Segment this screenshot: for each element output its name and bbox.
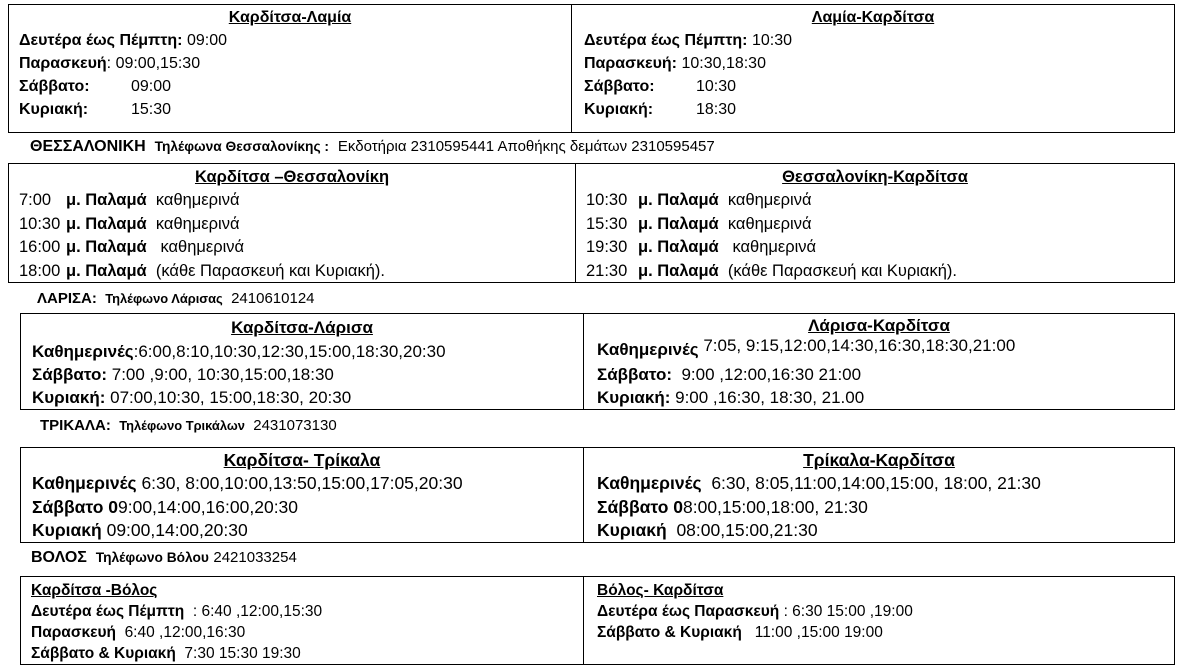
schedule-row (31, 643, 573, 664)
day-label: Καθημερινές (32, 473, 137, 493)
phone-label: Τηλέφωνο Λάρισας (105, 291, 223, 306)
departure-time: 15:30 (586, 214, 628, 233)
phone-label: Τηλέφωνο Τρικάλων (119, 418, 245, 433)
departure-time: 16:00 (19, 238, 61, 256)
larisa-karditsa-column (583, 314, 1174, 409)
phone-label: Τηλέφωνα Θεσσαλονίκης : (154, 139, 330, 154)
schedule-row (584, 52, 1162, 75)
schedule-row (19, 98, 561, 121)
times: 09:00 (186, 32, 227, 49)
thessaloniki-schedule-box (8, 163, 1175, 283)
times: 8:00,15:00,18:00, 21:30 (683, 496, 868, 517)
times: 10:30,18:30 (681, 55, 766, 72)
times: 7:00 ,9:00, 10:30,15:00,18:30 (111, 365, 334, 384)
day-label: Σάββατο: (19, 78, 90, 95)
departure-time: 10:30 (19, 214, 61, 233)
schedule-row (32, 363, 572, 386)
schedule-row (19, 75, 561, 98)
day-label: Σάββατο 0 (32, 496, 118, 517)
via-label: μ. Παλαμά (638, 238, 719, 256)
trikala-karditsa-title: Τρίκαλα-Καρδίτσα (803, 450, 955, 470)
schedule-row (19, 189, 565, 213)
day-label: Δευτέρα έως Πέμπτη (31, 603, 185, 620)
day-label: Κυριακή (597, 520, 667, 540)
departure-time: 19:30 (586, 238, 628, 256)
frequency: καθημερινά (727, 191, 812, 209)
schedule-row (32, 496, 572, 520)
day-label: Σάββατο & Κυριακή (31, 645, 176, 662)
schedule-row (584, 98, 1162, 121)
times: 9:00 ,12:00,16:30 21:00 (681, 365, 862, 384)
times: : 6:40 ,12:00,15:30 (192, 603, 323, 620)
times: 10:30 (751, 32, 792, 49)
times: 11:00 ,15:00 19:00 (754, 624, 883, 641)
times: 18:30 (696, 101, 737, 118)
day-label: Καθημερινές (597, 473, 702, 493)
karditsa-thessaloniki-column (9, 164, 575, 282)
schedule-row (32, 340, 572, 363)
karditsa-volos-title: Καρδίτσα -Βόλος (31, 582, 158, 599)
schedule-row (597, 496, 1161, 520)
trikala-header (40, 417, 337, 434)
day-label: Παρασκευή: (584, 55, 677, 72)
karditsa-volos-column (21, 577, 583, 664)
phone-number: 2421033254 (213, 549, 297, 566)
schedule-row (586, 236, 1164, 260)
times: :6:00,8:10,10:30,12:30,15:00,18:30,20:30 (133, 342, 446, 361)
schedule-row (32, 519, 572, 543)
schedule-row (31, 601, 573, 622)
larisa-header (37, 290, 315, 307)
phone-label: Τηλέφωνο Βόλου (95, 550, 209, 565)
day-label: Κυριακή: (19, 101, 89, 118)
schedule-row (32, 386, 572, 409)
city-name: ΘΕΣΣΑΛΟΝΙΚΗ (30, 138, 146, 155)
schedule-row (586, 189, 1164, 213)
schedule-row (31, 622, 573, 643)
lamia-schedule-box (8, 4, 1175, 133)
via-label: μ. Παλαμά (638, 261, 719, 280)
schedule-row (19, 236, 565, 260)
schedule-row (597, 519, 1161, 543)
larisa-karditsa-title: Λάρισα-Καρδίτσα (808, 316, 950, 335)
schedule-row (32, 472, 572, 496)
via-label: μ. Παλαμά (66, 191, 147, 209)
frequency: καθημερινά (155, 214, 240, 233)
via-label: μ. Παλαμά (638, 191, 719, 209)
day-label: Δευτέρα έως Παρασκευή (597, 603, 780, 620)
schedule-row (19, 29, 561, 52)
frequency: (κάθε Παρασκευή και Κυριακή). (727, 261, 957, 280)
schedule-row (597, 601, 1161, 622)
lamia-karditsa-column (571, 5, 1174, 132)
times: : 09:00,15:30 (106, 55, 201, 72)
schedule-row (586, 213, 1164, 237)
trikala-schedule-box (20, 447, 1175, 543)
schedule-row (597, 337, 1161, 363)
via-label: μ. Παλαμά (638, 214, 719, 233)
day-label: Σάββατο: (32, 365, 108, 384)
schedule-row (19, 52, 561, 75)
phone-number: 2410610124 (231, 290, 315, 307)
times: : 6:30 15:00 ,19:00 (783, 603, 913, 620)
day-label: Δευτέρα έως Πέμπτη: (19, 32, 183, 49)
via-label: μ. Παλαμά (66, 238, 147, 256)
departure-time: 10:30 (586, 191, 628, 209)
karditsa-larisa-title: Καρδίτσα-Λάρισα (231, 318, 373, 337)
city-name: ΤΡΙΚΑΛΑ: (40, 417, 111, 434)
day-label: Σάββατο 0 (597, 496, 683, 517)
schedule-row (597, 363, 1161, 386)
times: 9:00,14:00,16:00,20:30 (118, 496, 299, 517)
karditsa-lamia-column (9, 5, 571, 132)
city-name: ΛΑΡΙΣΑ: (37, 290, 97, 307)
via-label: μ. Παλαμά (66, 261, 147, 280)
lamia-karditsa-title: Λαμία-Καρδίτσα (811, 9, 935, 26)
schedule-row (584, 75, 1162, 98)
volos-karditsa-column (583, 577, 1174, 664)
city-name: ΒΟΛΟΣ (31, 549, 87, 566)
times: 6:30, 8:05,11:00,14:00,15:00, 18:00, 21:30 (711, 473, 1041, 493)
volos-header (31, 549, 297, 567)
day-label: Κυριακή: (32, 388, 106, 407)
departure-time: 21:30 (586, 261, 628, 280)
times: 9:00 ,16:30, 18:30, 21.00 (675, 388, 865, 407)
day-label: Κυριακή (32, 520, 102, 540)
schedule-row (19, 213, 565, 237)
karditsa-thessaloniki-title: Καρδίτσα –Θεσσαλονίκη (194, 168, 390, 186)
volos-karditsa-title: Βόλος- Καρδίτσα (597, 582, 724, 599)
day-label: Σάββατο: (584, 78, 655, 95)
via-label: μ. Παλαμά (66, 214, 147, 233)
thessaloniki-karditsa-column (575, 164, 1174, 282)
times: 6:30, 8:00,10:00,13:50,15:00,17:05,20:30 (141, 473, 463, 493)
day-label: Παρασκευή (31, 624, 116, 641)
larisa-schedule-box (20, 313, 1175, 410)
schedule-row (586, 260, 1164, 284)
times: 08:00,15:00,21:30 (676, 520, 818, 540)
phone-numbers: Εκδοτήρια 2310595441 Αποθήκης δεμάτων 2310595457 (337, 138, 715, 155)
times: 09:00,14:00,20:30 (106, 520, 248, 540)
times: 07:00,10:30, 15:00,18:30, 20:30 (110, 388, 352, 407)
day-label: Κυριακή: (597, 388, 671, 407)
day-label: Καθημερινές (32, 342, 134, 361)
times: 10:30 (696, 78, 737, 95)
schedule-row (597, 622, 1161, 643)
day-label: Δευτέρα έως Πέμπτη: (584, 32, 748, 49)
phone-number: 2431073130 (253, 417, 337, 434)
day-label: Καθημερινές (597, 340, 699, 359)
times: 09:00 (131, 78, 172, 95)
departure-time: 18:00 (19, 261, 61, 280)
times: 15:30 (131, 101, 172, 118)
times: 7:30 15:30 19:30 (184, 645, 301, 662)
frequency: (κάθε Παρασκευή και Κυριακή). (155, 261, 385, 280)
thessaloniki-karditsa-title: Θεσσαλονίκη-Καρδίτσα (782, 168, 968, 186)
karditsa-lamia-title: Καρδίτσα-Λαμία (228, 9, 352, 26)
thessaloniki-header (30, 138, 715, 156)
frequency: καθημερινά (160, 238, 245, 256)
karditsa-trikala-column (21, 448, 583, 542)
frequency: καθημερινά (732, 238, 817, 256)
departure-time: 7:00 (19, 191, 52, 209)
day-label: Παρασκευή (19, 55, 107, 72)
day-label: Σάββατο & Κυριακή (597, 624, 742, 641)
karditsa-larisa-column (21, 314, 583, 409)
karditsa-trikala-title: Καρδίτσα- Τρίκαλα (223, 450, 381, 470)
frequency: καθημερινά (155, 191, 240, 209)
day-label: Κυριακή: (584, 101, 654, 118)
schedule-row (584, 29, 1162, 52)
times: 6:40 ,12:00,16:30 (124, 624, 246, 641)
schedule-row (597, 472, 1161, 496)
trikala-karditsa-column (583, 448, 1174, 542)
frequency: καθημερινά (727, 214, 812, 233)
day-label: Σάββατο: (597, 365, 673, 384)
schedule-row (19, 260, 565, 284)
volos-schedule-box (20, 576, 1175, 665)
times: 7:05, 9:15,12:00,14:30,16:30,18:30,21:00 (703, 336, 1016, 355)
schedule-row (597, 386, 1161, 409)
